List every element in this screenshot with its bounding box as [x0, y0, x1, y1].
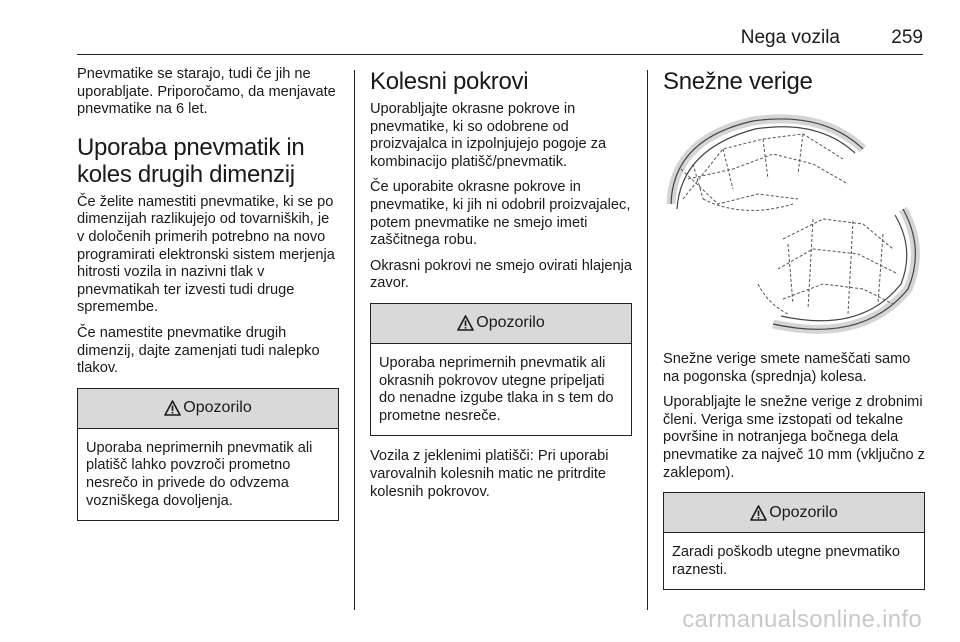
column-2 [370, 66, 632, 509]
paragraph: Če namestite pnevmatike drugih dimenzij, dajte zamenjati tudi nalepko tlakov. [77, 324, 320, 377]
warning-triangle-icon [457, 315, 474, 331]
page-number: 259 [891, 27, 923, 48]
page-header [0, 26, 960, 56]
warning-header [78, 389, 338, 429]
paragraph: Uporabljajte le snežne verige z drobnimi členi. Veriga sme izstopati od tekalne površine in notranjega bočnega dela pnevmatike za največ 10 mm (vključno z zaklepom). [663, 394, 925, 481]
paragraph: Vozila z jeklenimi platišči: Pri uporabi varovalnih kolesnih matic ne pritrdite kolesnih pokrovov. [370, 448, 609, 500]
warning-title: Opozorilo [769, 503, 838, 521]
section-heading-tire-dimensions: Uporaba pnevmatik in koles drugih dimenzij [77, 133, 305, 188]
section-heading-snow-chains: Snežne verige [663, 68, 813, 95]
warning-text: Uporaba neprimernih pnevmatik ali okrasnih pokrovov utegne pripeljati do nenadne izgube tlaka in s tem do prometne nesreče. [379, 354, 614, 424]
warning-text: Zaradi poškodb utegne pnevmatiko raznesti. [672, 544, 900, 578]
header-rule [77, 54, 923, 55]
warning-title: Opozorilo [183, 399, 252, 417]
warning-box [370, 303, 632, 436]
column-divider [354, 70, 355, 610]
watermark: carmanualsonline.info [682, 606, 922, 633]
warning-triangle-icon [164, 400, 181, 416]
snow-chains-illustration [663, 109, 925, 334]
warning-header [664, 493, 924, 533]
paragraph: Uporabljajte okrasne pokrove in pnevmatike, ki so odobrene od proizvajalca in izpolnjujejo pogoje za kombinacijo platišč/pnevmatik. [370, 101, 607, 170]
paragraph: Če želite namestiti pnevmatike, ki se po dimenzijah razlikujejo od tovarniških, je v določenih primerih potrebno na novo programirati elektronski sistem merjenja hitrosti vozila in nazivni tlak v pnevmatikah ter izvesti tudi druge spremembe. [77, 193, 335, 316]
warning-header [371, 304, 631, 344]
column-1 [77, 66, 339, 531]
paragraph: Če uporabite okrasne pokrove in pnevmatike, ki jih ni odobril proizvajalec, potem pnevmatike ne smejo imeti zaščitnega robu. [370, 179, 631, 249]
intro-paragraph: Pnevmatike se starajo, tudi če jih ne uporabljate. Priporočamo, da menjavate pnevmatike na 6 let. [77, 66, 336, 118]
warning-box [663, 492, 925, 590]
column-3 [663, 66, 925, 600]
column-divider [647, 70, 648, 610]
warning-box [77, 388, 339, 521]
chapter-title: Nega vozila [740, 27, 840, 48]
warning-title: Opozorilo [476, 314, 545, 332]
paragraph: Okrasni pokrovi ne smejo ovirati hlajenja zavor. [370, 257, 632, 292]
paragraph: Snežne verige smete nameščati samo na pogonska (sprednja) kolesa. [663, 351, 911, 385]
warning-triangle-icon [750, 505, 767, 521]
warning-text: Uporaba neprimernih pnevmatik ali platišč lahko povzroči prometno nesrečo in privede do odvzema vozniškega dovoljenja. [86, 439, 313, 509]
section-heading-wheel-covers: Kolesni pokrovi [370, 68, 529, 95]
